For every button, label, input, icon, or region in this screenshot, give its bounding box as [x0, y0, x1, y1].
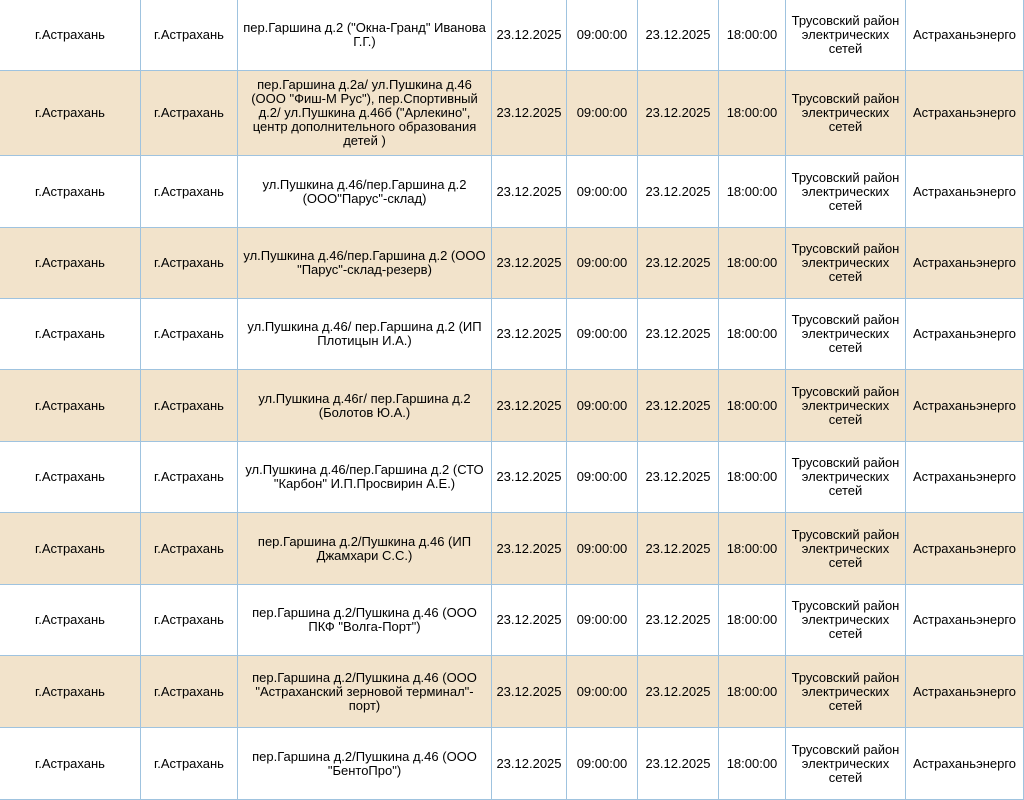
start-date-cell: 23.12.2025 — [492, 299, 567, 370]
locality-cell: г.Астрахань — [141, 728, 238, 800]
end-date-cell: 23.12.2025 — [638, 299, 719, 370]
end-time-cell: 18:00:00 — [719, 71, 786, 156]
end-date-cell: 23.12.2025 — [638, 0, 719, 71]
end-date-cell: 23.12.2025 — [638, 656, 719, 728]
start-time-cell: 09:00:00 — [567, 156, 638, 228]
table-row — [0, 299, 1024, 370]
address-cell: ул.Пушкина д.46г/ пер.Гаршина д.2 (Болотов Ю.А.) — [238, 370, 492, 442]
district-cell: Трусовский район электрических сетей — [786, 0, 906, 71]
district-cell: Трусовский район электрических сетей — [786, 585, 906, 656]
company-cell: Астраханьэнерго — [906, 656, 1024, 728]
start-time-cell: 09:00:00 — [567, 585, 638, 656]
end-date-cell: 23.12.2025 — [638, 585, 719, 656]
address-cell: пер.Гаршина д.2/Пушкина д.46 (ООО "Астраханский зерновой терминал"-порт) — [238, 656, 492, 728]
start-time-cell: 09:00:00 — [567, 442, 638, 513]
end-date-cell: 23.12.2025 — [638, 71, 719, 156]
start-date-cell: 23.12.2025 — [492, 656, 567, 728]
start-time-cell: 09:00:00 — [567, 299, 638, 370]
table-row — [0, 0, 1024, 71]
end-time-cell: 18:00:00 — [719, 585, 786, 656]
address-cell: ул.Пушкина д.46/ пер.Гаршина д.2 (ИП Плотицын И.А.) — [238, 299, 492, 370]
locality-cell: г.Астрахань — [141, 156, 238, 228]
company-cell: Астраханьэнерго — [906, 0, 1024, 71]
locality-cell: г.Астрахань — [141, 299, 238, 370]
table-row — [0, 442, 1024, 513]
locality-cell: г.Астрахань — [141, 656, 238, 728]
table-row — [0, 228, 1024, 299]
end-time-cell: 18:00:00 — [719, 370, 786, 442]
start-date-cell: 23.12.2025 — [492, 442, 567, 513]
district-cell: Трусовский район электрических сетей — [786, 728, 906, 800]
end-date-cell: 23.12.2025 — [638, 156, 719, 228]
address-cell: ул.Пушкина д.46/пер.Гаршина д.2 (ООО"Парус"-склад) — [238, 156, 492, 228]
start-time-cell: 09:00:00 — [567, 370, 638, 442]
table-row — [0, 71, 1024, 156]
start-date-cell: 23.12.2025 — [492, 71, 567, 156]
company-cell: Астраханьэнерго — [906, 156, 1024, 228]
company-cell: Астраханьэнерго — [906, 370, 1024, 442]
district-cell: Трусовский район электрических сетей — [786, 370, 906, 442]
address-cell: пер.Гаршина д.2/Пушкина д.46 (ООО "БентоПро") — [238, 728, 492, 800]
locality-cell: г.Астрахань — [141, 513, 238, 585]
settlement-cell: г.Астрахань — [0, 585, 141, 656]
address-cell: ул.Пушкина д.46/пер.Гаршина д.2 (СТО "Карбон" И.П.Просвирин А.Е.) — [238, 442, 492, 513]
end-time-cell: 18:00:00 — [719, 228, 786, 299]
start-date-cell: 23.12.2025 — [492, 228, 567, 299]
start-date-cell: 23.12.2025 — [492, 728, 567, 800]
start-time-cell: 09:00:00 — [567, 0, 638, 71]
locality-cell: г.Астрахань — [141, 0, 238, 71]
address-cell: пер.Гаршина д.2/Пушкина д.46 (ИП Джамхари С.С.) — [238, 513, 492, 585]
settlement-cell: г.Астрахань — [0, 156, 141, 228]
table-row — [0, 656, 1024, 728]
end-time-cell: 18:00:00 — [719, 656, 786, 728]
district-cell: Трусовский район электрических сетей — [786, 656, 906, 728]
end-date-cell: 23.12.2025 — [638, 370, 719, 442]
district-cell: Трусовский район электрических сетей — [786, 442, 906, 513]
settlement-cell: г.Астрахань — [0, 728, 141, 800]
company-cell: Астраханьэнерго — [906, 728, 1024, 800]
start-time-cell: 09:00:00 — [567, 656, 638, 728]
table-row — [0, 585, 1024, 656]
table-row — [0, 513, 1024, 585]
address-cell: пер.Гаршина д.2 ("Окна-Гранд" Иванова Г.Г.) — [238, 0, 492, 71]
company-cell: Астраханьэнерго — [906, 299, 1024, 370]
settlement-cell: г.Астрахань — [0, 228, 141, 299]
start-date-cell: 23.12.2025 — [492, 370, 567, 442]
start-time-cell: 09:00:00 — [567, 513, 638, 585]
end-date-cell: 23.12.2025 — [638, 513, 719, 585]
settlement-cell: г.Астрахань — [0, 442, 141, 513]
table-row — [0, 156, 1024, 228]
end-time-cell: 18:00:00 — [719, 728, 786, 800]
company-cell: Астраханьэнерго — [906, 228, 1024, 299]
settlement-cell: г.Астрахань — [0, 299, 141, 370]
start-date-cell: 23.12.2025 — [492, 156, 567, 228]
locality-cell: г.Астрахань — [141, 71, 238, 156]
settlement-cell: г.Астрахань — [0, 513, 141, 585]
company-cell: Астраханьэнерго — [906, 71, 1024, 156]
end-time-cell: 18:00:00 — [719, 156, 786, 228]
start-time-cell: 09:00:00 — [567, 728, 638, 800]
start-date-cell: 23.12.2025 — [492, 513, 567, 585]
end-time-cell: 18:00:00 — [719, 442, 786, 513]
end-time-cell: 18:00:00 — [719, 0, 786, 71]
start-date-cell: 23.12.2025 — [492, 0, 567, 71]
end-date-cell: 23.12.2025 — [638, 728, 719, 800]
address-cell: ул.Пушкина д.46/пер.Гаршина д.2 (ООО "Парус"-склад-резерв) — [238, 228, 492, 299]
start-time-cell: 09:00:00 — [567, 228, 638, 299]
table-row — [0, 370, 1024, 442]
start-date-cell: 23.12.2025 — [492, 585, 567, 656]
company-cell: Астраханьэнерго — [906, 585, 1024, 656]
settlement-cell: г.Астрахань — [0, 656, 141, 728]
company-cell: Астраханьэнерго — [906, 513, 1024, 585]
locality-cell: г.Астрахань — [141, 370, 238, 442]
settlement-cell: г.Астрахань — [0, 71, 141, 156]
locality-cell: г.Астрахань — [141, 585, 238, 656]
company-cell: Астраханьэнерго — [906, 442, 1024, 513]
district-cell: Трусовский район электрических сетей — [786, 156, 906, 228]
end-time-cell: 18:00:00 — [719, 299, 786, 370]
start-time-cell: 09:00:00 — [567, 71, 638, 156]
district-cell: Трусовский район электрических сетей — [786, 228, 906, 299]
end-date-cell: 23.12.2025 — [638, 228, 719, 299]
settlement-cell: г.Астрахань — [0, 0, 141, 71]
end-date-cell: 23.12.2025 — [638, 442, 719, 513]
locality-cell: г.Астрахань — [141, 228, 238, 299]
locality-cell: г.Астрахань — [141, 442, 238, 513]
table-row — [0, 728, 1024, 800]
district-cell: Трусовский район электрических сетей — [786, 513, 906, 585]
address-cell: пер.Гаршина д.2/Пушкина д.46 (ООО ПКФ "Волга-Порт") — [238, 585, 492, 656]
district-cell: Трусовский район электрических сетей — [786, 71, 906, 156]
district-cell: Трусовский район электрических сетей — [786, 299, 906, 370]
address-cell: пер.Гаршина д.2а/ ул.Пушкина д.46 (ООО "Фиш-М Рус"), пер.Спортивный д.2/ ул.Пушкина д.46б ("Арлекино", центр дополнительного образования детей ) — [238, 71, 492, 156]
settlement-cell: г.Астрахань — [0, 370, 141, 442]
end-time-cell: 18:00:00 — [719, 513, 786, 585]
